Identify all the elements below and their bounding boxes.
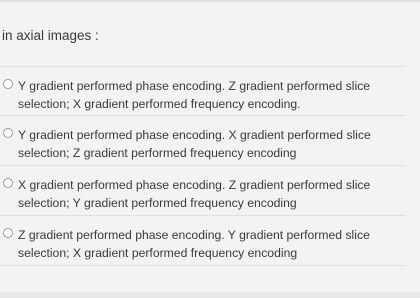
- answer-options: [0, 66, 406, 266]
- option-4-label[interactable]: Z gradient performed phase encoding. Y gradient performed slice selection; X gradient performed frequency encoding: [18, 228, 370, 260]
- top-divider: [0, 0, 420, 2]
- radio-button-1[interactable]: [3, 79, 13, 89]
- radio-button-3[interactable]: [3, 178, 13, 188]
- option-1-label[interactable]: Y gradient performed phase encoding. Z gradient performed slice selection; X gradient performed frequency encoding.: [18, 79, 371, 111]
- bottom-divider: [0, 292, 420, 298]
- option-1[interactable]: [0, 66, 406, 116]
- option-2[interactable]: [0, 116, 406, 166]
- radio-button-4[interactable]: [3, 228, 13, 238]
- radio-button-2[interactable]: [3, 128, 13, 138]
- option-4[interactable]: [0, 216, 406, 266]
- option-2-label[interactable]: Y gradient performed phase encoding. X gradient performed slice selection; Z gradient performed frequency encoding: [18, 128, 371, 160]
- option-3[interactable]: [0, 166, 406, 216]
- question-text: in axial images :: [2, 28, 99, 43]
- option-3-label[interactable]: X gradient performed phase encoding. Z gradient performed slice selection; Y gradient performed frequency encoding: [18, 178, 371, 210]
